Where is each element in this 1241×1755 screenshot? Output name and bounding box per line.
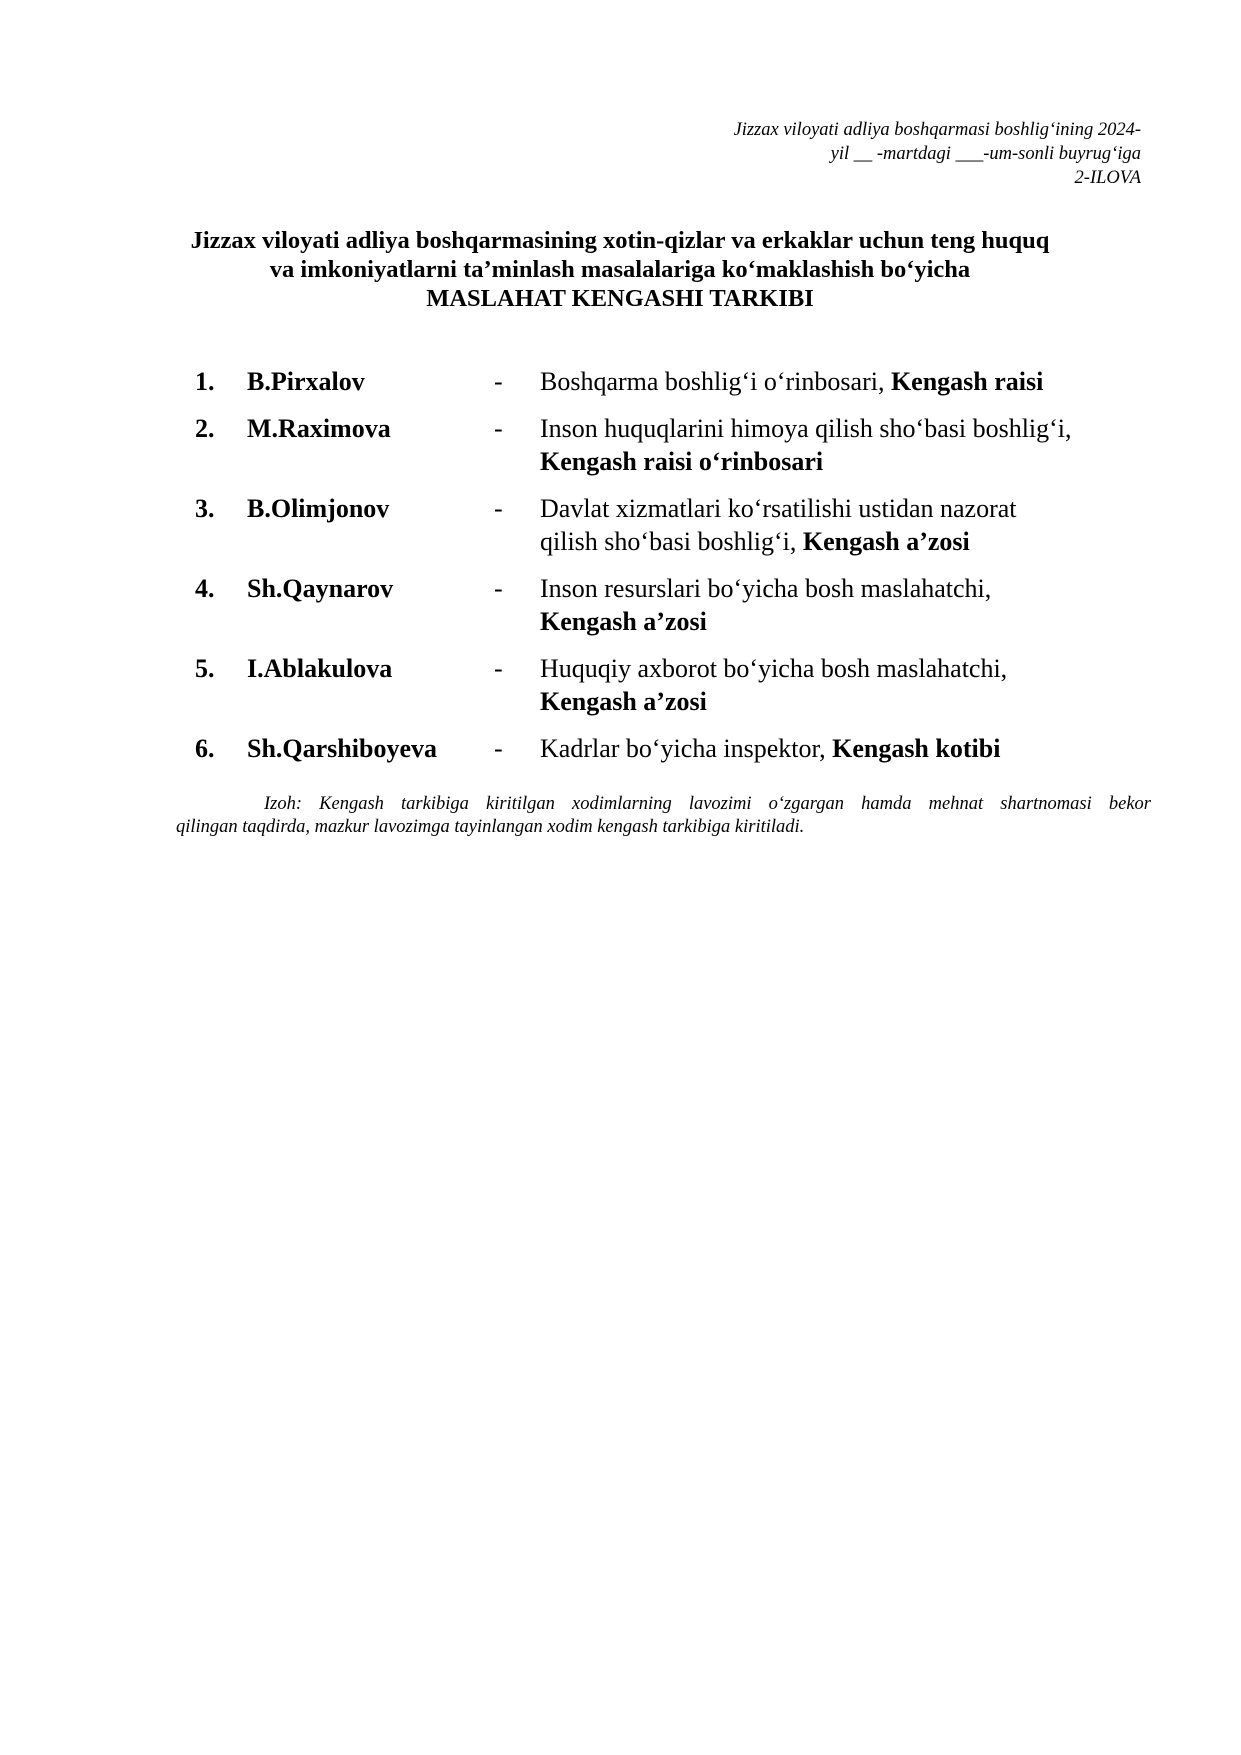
member-role-line-1	[540, 412, 1150, 445]
member-role-text: Boshqarma boshlig‘i o‘rinbosari,	[540, 367, 891, 396]
member-role-text: qilish sho‘basi boshlig‘i,	[540, 527, 803, 556]
member-council-position: Kengash a’zosi	[802, 527, 970, 556]
council-members-list	[0, 365, 1241, 779]
member-role-text: Kadrlar bo‘yicha inspektor,	[540, 734, 833, 763]
member-role-line-1	[540, 732, 1150, 765]
member-name: Sh.Qaynarov	[247, 574, 394, 603]
document-title-line-1: Jizzax viloyati adliya boshqarmasining xotin-qizlar va erkaklar uchun teng huquq	[190, 227, 1050, 254]
footnote-line-2: qilingan taqdirda, mazkur lavozimga tayinlangan xodim kengash tarkibiga kiritiladi.	[176, 817, 805, 837]
member-dash: -	[494, 414, 503, 443]
member-dash: -	[494, 734, 503, 763]
member-role-line-2	[540, 445, 1150, 478]
footnote-line-1: Izoh: Kengash tarkibiga kiritilgan xodimlarning lavozimi o‘zgargan hamda mehnat shartnomasi bekor	[264, 794, 1151, 814]
member-number: 5.	[195, 654, 215, 683]
member-role-line-1	[540, 652, 1150, 685]
member-name: B.Pirxalov	[247, 367, 365, 396]
member-role	[540, 365, 1150, 398]
member-council-position: Kengash raisi	[890, 367, 1044, 396]
member-role	[540, 492, 1150, 558]
member-row	[0, 732, 1241, 765]
member-number: 1.	[195, 367, 215, 396]
member-number: 2.	[195, 414, 215, 443]
member-role-line-2	[540, 685, 1150, 718]
member-role-line-1	[540, 365, 1150, 398]
member-council-position: Kengash a’zosi	[540, 687, 707, 716]
member-name: M.Raximova	[247, 414, 391, 443]
member-row	[0, 572, 1241, 638]
member-dash: -	[494, 574, 503, 603]
document-title-line-2: va imkoniyatlarni ta’minlash masalalariga ko‘maklashish bo‘yicha	[269, 256, 971, 283]
member-role	[540, 652, 1150, 718]
document-title-line-3: MASLAHAT KENGASHI TARKIBI	[426, 285, 814, 312]
member-role	[540, 412, 1150, 478]
footnote	[176, 793, 1151, 839]
member-role	[540, 732, 1150, 765]
member-row	[0, 365, 1241, 398]
member-dash: -	[494, 654, 503, 683]
approval-reference-line-2: yil __ -martdagi ___-um-sonli buyrug‘iga	[830, 144, 1141, 164]
member-name: Sh.Qarshiboyeva	[247, 734, 437, 763]
member-council-position: Kengash kotibi	[832, 734, 1001, 763]
approval-reference-line-3: 2-ILOVA	[1074, 168, 1141, 188]
member-council-position: Kengash a’zosi	[540, 607, 707, 636]
member-role-line-1	[540, 572, 1150, 605]
member-number: 3.	[195, 494, 215, 523]
approval-reference-note	[621, 118, 1141, 190]
member-name: I.Ablakulova	[247, 654, 393, 683]
member-row	[0, 492, 1241, 558]
member-role-text: Davlat xizmatlari ko‘rsatilishi ustidan nazorat	[540, 494, 1017, 523]
member-number: 4.	[195, 574, 215, 603]
member-row	[0, 652, 1241, 718]
member-council-position: Kengash raisi o‘rinbosari	[540, 447, 824, 476]
member-number: 6.	[195, 734, 215, 763]
member-role-text: Inson resurslari bo‘yicha bosh maslahatchi,	[540, 574, 992, 603]
member-dash: -	[494, 494, 503, 523]
document-title	[150, 226, 1090, 313]
member-role-text: Inson huquqlarini himoya qilish sho‘basi boshlig‘i,	[540, 414, 1072, 443]
member-role-text: Huquqiy axborot bo‘yicha bosh maslahatchi,	[540, 654, 1008, 683]
member-role	[540, 572, 1150, 638]
member-role-line-2	[540, 605, 1150, 638]
approval-reference-line-1: Jizzax viloyati adliya boshqarmasi boshlig‘ining 2024-	[733, 120, 1141, 140]
member-row	[0, 412, 1241, 478]
member-name: B.Olimjonov	[247, 494, 390, 523]
member-role-line-1	[540, 492, 1150, 525]
member-role-line-2	[540, 525, 1150, 558]
member-dash: -	[494, 367, 503, 396]
